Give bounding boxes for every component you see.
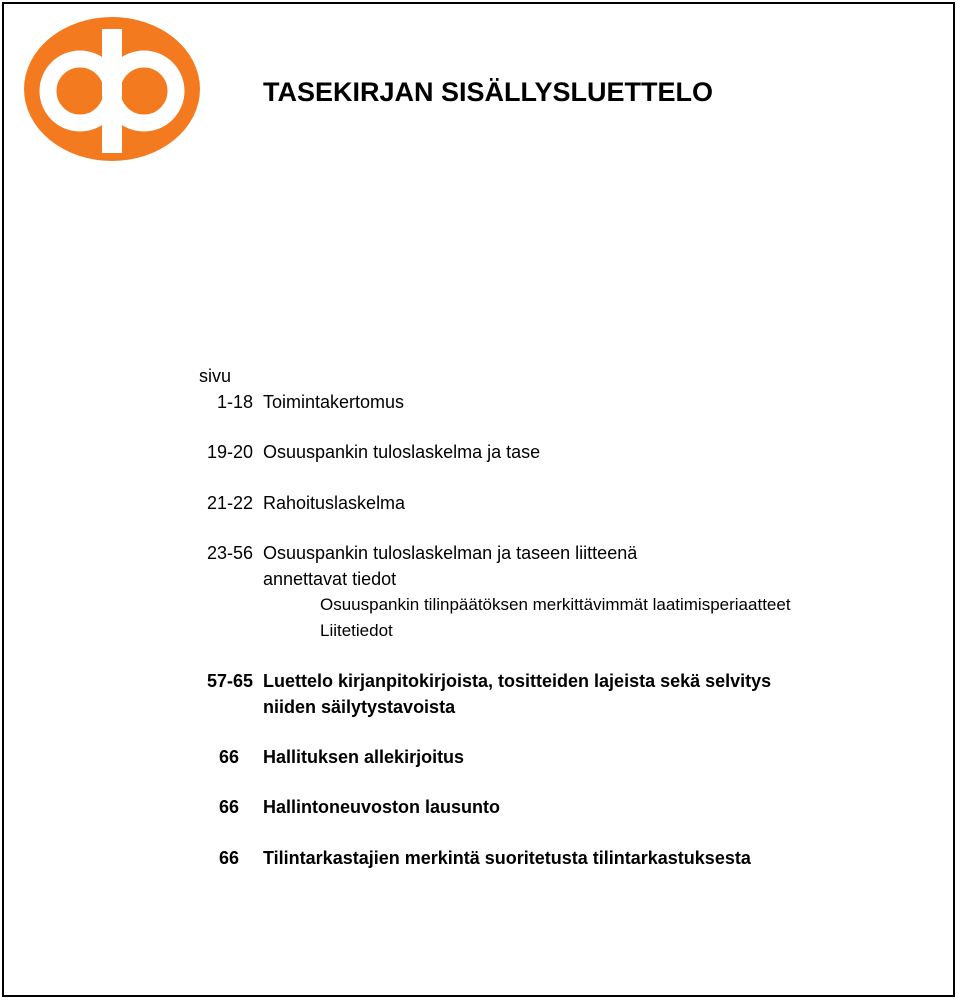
toc-sub-entry: Osuuspankin tilinpäätöksen merkittävimmät laatimisperiaatteet <box>320 595 791 614</box>
toc-entry-text: Hallituksen allekirjoitus <box>263 747 465 767</box>
toc-entry-text: Luettelo kirjanpitokirjoista, tositteiden lajeista sekä selvitys <box>263 671 772 691</box>
toc-page-number: 57-65 <box>206 671 253 691</box>
toc-page-number: 21-22 <box>206 493 253 513</box>
toc-entry-text: Toimintakertomus <box>263 392 405 412</box>
toc-page-number: 19-20 <box>206 442 253 462</box>
toc-entry-text: Hallintoneuvoston lausunto <box>263 797 500 817</box>
toc-page-number: 23-56 <box>206 543 253 563</box>
toc-entry-text: Osuuspankin tuloslaskelma ja tase <box>263 442 541 462</box>
op-logo-icon <box>22 15 202 163</box>
toc-entry-text: Rahoituslaskelma <box>263 493 406 513</box>
document-title: TASEKIRJAN SISÄLLYSLUETTELO <box>263 77 714 107</box>
toc-page-number: 66 <box>218 747 239 767</box>
toc-entry-text-continued: niiden säilytystavoista <box>263 697 456 717</box>
toc-sub-entry: Liitetiedot <box>320 621 393 640</box>
toc-entry-text-continued: annettavat tiedot <box>263 569 397 589</box>
toc-page-number: 1-18 <box>216 392 253 412</box>
toc-page-number: 66 <box>218 797 239 817</box>
toc-entry-text: Tilintarkastajien merkintä suoritetusta tilintarkastuksesta <box>263 848 751 868</box>
toc-page-number: 66 <box>218 848 239 868</box>
toc-entry-text: Osuuspankin tuloslaskelman ja taseen liitteenä <box>263 543 638 563</box>
toc-page-header: sivu <box>199 366 232 386</box>
